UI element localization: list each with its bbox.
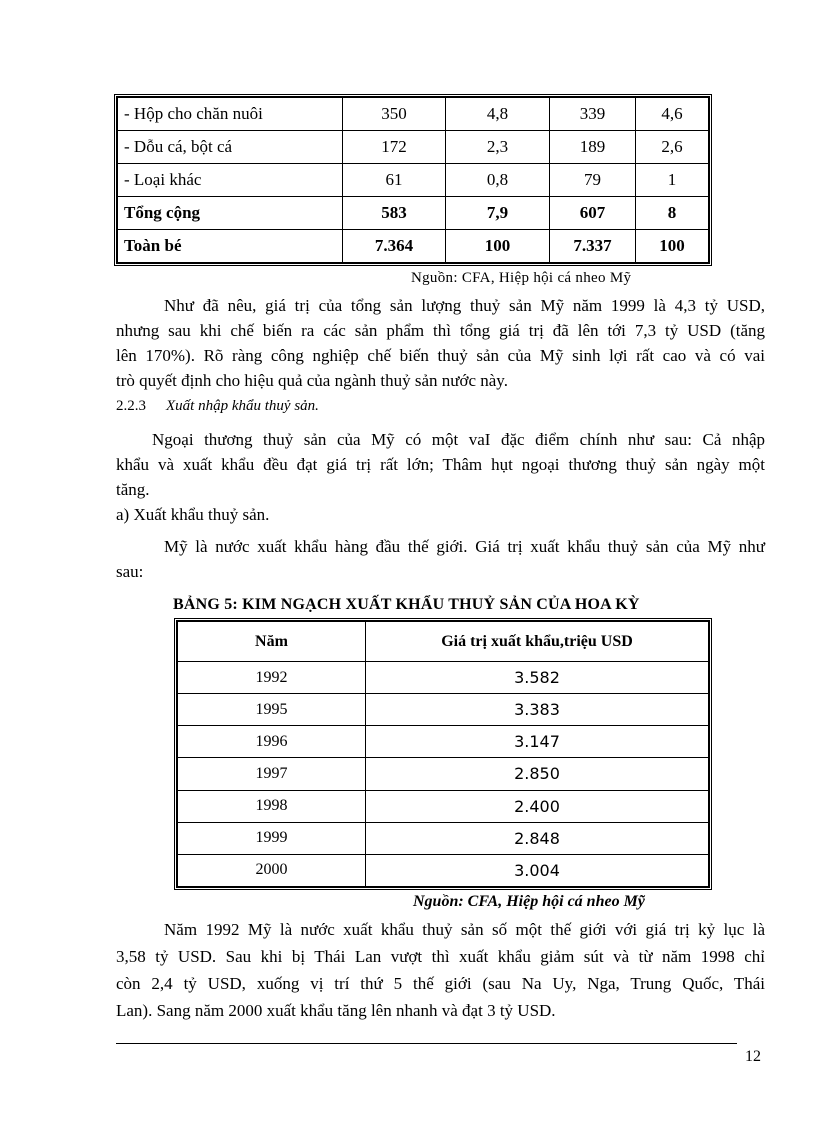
table-row <box>178 758 709 790</box>
table-row <box>118 230 709 263</box>
cell-export-value: 3.582 <box>366 662 709 694</box>
table-row <box>178 726 709 758</box>
header-export-value: Giá trị xuất khẩu,triệu USD <box>366 622 709 662</box>
cell-percent: 100 <box>636 230 709 263</box>
table-row <box>118 164 709 197</box>
paragraph-processing-value <box>116 293 765 393</box>
table-row <box>118 131 709 164</box>
text-line: 3,58 tỷ USD. Sau khi bị Thái Lan vượt thì xuất khẩu giảm sút và từ năm 1998 chỉ <box>116 947 765 966</box>
table2-source: Nguồn: CFA, Hiệp hội cá nheo Mỹ <box>413 893 645 910</box>
section-heading <box>116 398 319 415</box>
table1-source: Nguồn: CFA, Hiệp hội cá nheo Mỹ <box>411 270 632 286</box>
cell-value: 350 <box>343 98 446 131</box>
cell-export-value: 2.850 <box>366 758 709 790</box>
cell-value: 7.364 <box>343 230 446 263</box>
cell-value: 189 <box>550 131 636 164</box>
cell-value: 607 <box>550 197 636 230</box>
cell-year: 1999 <box>178 822 366 854</box>
section-number: 2.2.3 <box>116 398 146 414</box>
text-line: sau: <box>116 562 144 581</box>
cell-value: 79 <box>550 164 636 197</box>
cell-export-value: 2.848 <box>366 822 709 854</box>
text-line: khẩu và xuất khẩu đều đạt giá trị rất lớn; Thâm hụt ngoại thương thuỷ sản ngày một <box>116 455 765 474</box>
cell-value: 172 <box>343 131 446 164</box>
text-line: Mỹ là nước xuất khẩu hàng đầu thế giới. Giá trị xuất khẩu thuỷ sản của Mỹ như <box>164 537 765 556</box>
cell-label: - Dỗu cá, bột cá <box>118 131 343 164</box>
table-row <box>118 197 709 230</box>
table-row <box>178 662 709 694</box>
cell-label: - Loại khác <box>118 164 343 197</box>
cell-year: 1997 <box>178 758 366 790</box>
text-line: nhưng sau khi chế biến ra các sản phẩm thì tổng giá trị đã lên tới 7,3 tỷ USD (tăng <box>116 321 765 340</box>
paragraph-export-intro <box>116 534 765 584</box>
paragraph-export-history <box>116 916 765 1024</box>
cell-value: 61 <box>343 164 446 197</box>
cell-percent: 0,8 <box>446 164 550 197</box>
cell-percent: 2,6 <box>636 131 709 164</box>
cell-percent: 100 <box>446 230 550 263</box>
table-row <box>178 790 709 822</box>
section-title: Xuất nhập khẩu thuỷ sản. <box>166 398 319 414</box>
text-line: lên 170%). Rõ ràng công nghiệp chế biến thuỷ sản của Mỹ sinh lợi rất cao và có vai <box>116 346 765 365</box>
cell-percent: 2,3 <box>446 131 550 164</box>
text-line: trò quyết định cho hiệu quả của ngành thuỷ sản nước này. <box>116 371 508 390</box>
cell-percent: 1 <box>636 164 709 197</box>
cell-export-value: 3.147 <box>366 726 709 758</box>
seafood-product-table <box>114 94 712 266</box>
cell-year: 2000 <box>178 854 366 886</box>
cell-year: 1995 <box>178 694 366 726</box>
header-year: Năm <box>178 622 366 662</box>
page-number: 12 <box>745 1048 761 1065</box>
cell-value: 583 <box>343 197 446 230</box>
text-line: còn 2,4 tỷ USD, xuống vị trí thứ 5 thế giới (sau Na Uy, Nga, Trung Quốc, Thái <box>116 974 765 993</box>
text-line: Lan). Sang năm 2000 xuất khẩu tăng lên nhanh và đạt 3 tỷ USD. <box>116 1001 556 1020</box>
table-row <box>178 694 709 726</box>
table-row <box>178 854 709 886</box>
cell-label: Toàn bé <box>118 230 343 263</box>
cell-label: Tổng cộng <box>118 197 343 230</box>
cell-percent: 7,9 <box>446 197 550 230</box>
text-line: tăng. <box>116 480 150 499</box>
text-line: Năm 1992 Mỹ là nước xuất khẩu thuỷ sản số một thế giới với giá trị kỷ lục là <box>164 920 765 939</box>
cell-export-value: 3.383 <box>366 694 709 726</box>
cell-year: 1996 <box>178 726 366 758</box>
export-value-table <box>174 618 712 890</box>
cell-value: 339 <box>550 98 636 131</box>
table-row <box>178 822 709 854</box>
cell-year: 1998 <box>178 790 366 822</box>
cell-label: - Hộp cho chăn nuôi <box>118 98 343 131</box>
subheading-export: a) Xuất khẩu thuỷ sản. <box>116 505 270 524</box>
cell-export-value: 2.400 <box>366 790 709 822</box>
table2-caption: BẢNG 5: KIM NGẠCH XUẤT KHẨU THUỶ SẢN CỦA HOA KỲ <box>173 596 640 613</box>
cell-year: 1992 <box>178 662 366 694</box>
table-row <box>118 98 709 131</box>
cell-value: 7.337 <box>550 230 636 263</box>
text-line: Như đã nêu, giá trị của tổng sản lượng thuỷ sản Mỹ năm 1999 là 4,3 tỷ USD, <box>164 296 765 315</box>
cell-percent: 4,8 <box>446 98 550 131</box>
cell-percent: 8 <box>636 197 709 230</box>
cell-percent: 4,6 <box>636 98 709 131</box>
text-line: Ngoại thương thuỷ sản của Mỹ có một vaI đặc điểm chính như sau: Cả nhập <box>152 430 765 449</box>
paragraph-foreign-trade <box>116 427 765 502</box>
footer-divider <box>116 1043 737 1044</box>
cell-export-value: 3.004 <box>366 854 709 886</box>
